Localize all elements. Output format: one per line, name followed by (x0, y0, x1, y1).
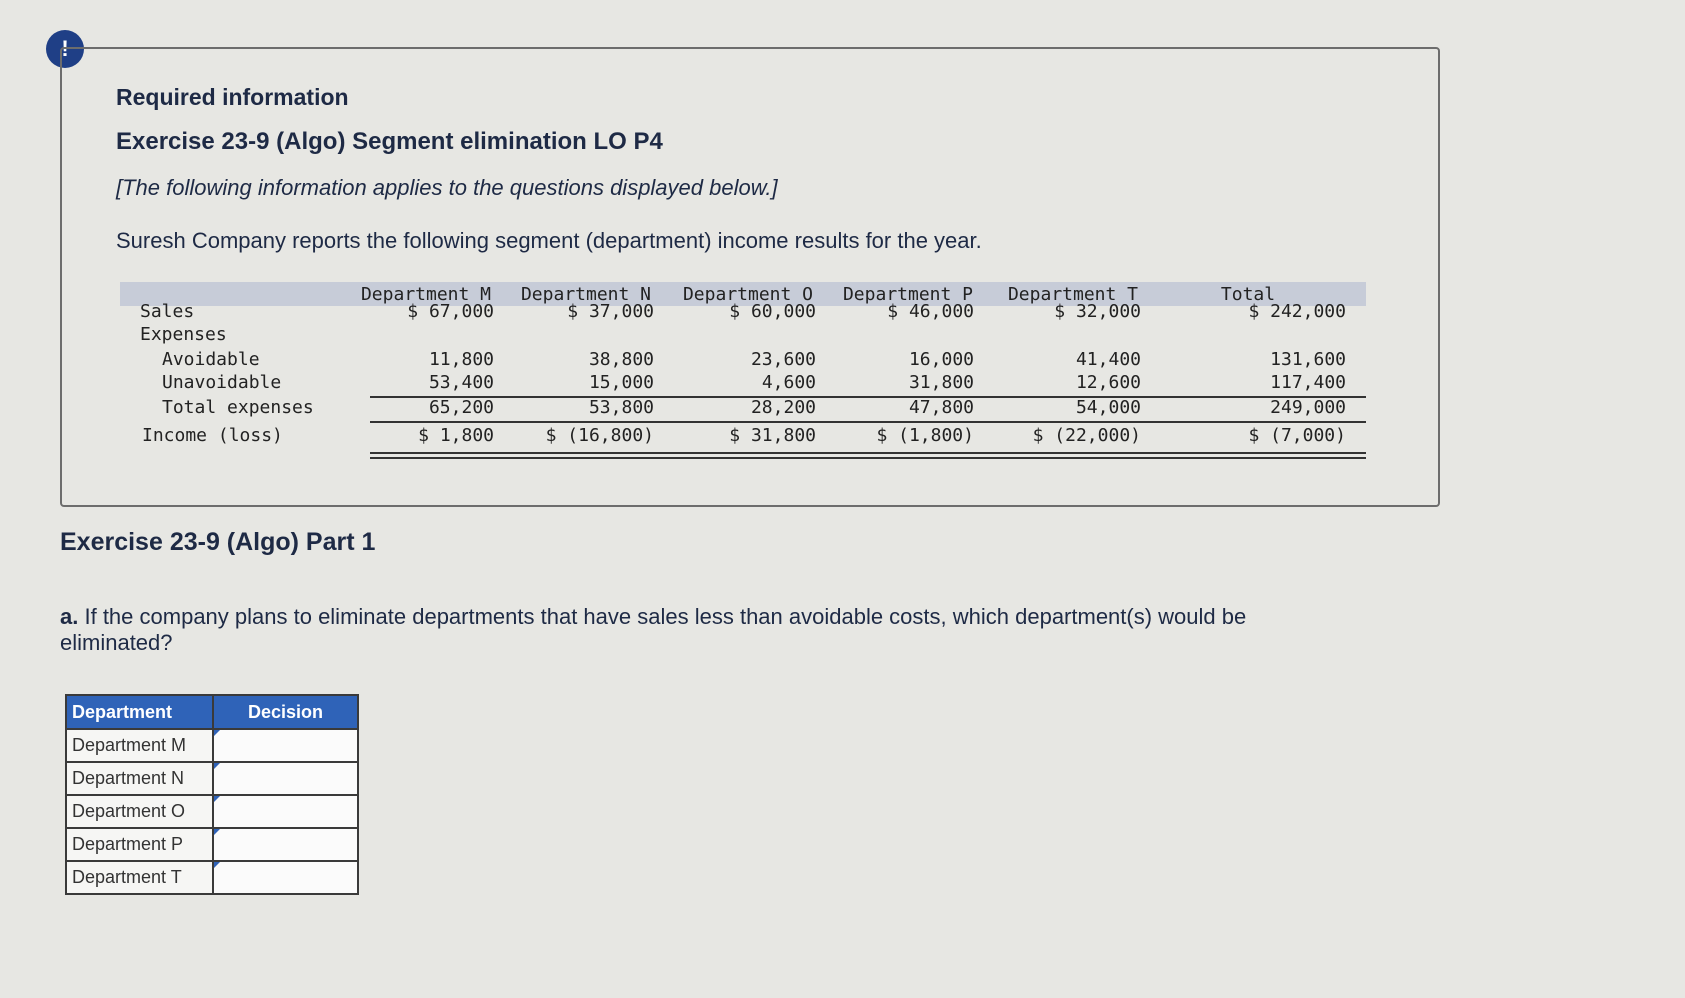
table-row (66, 828, 358, 861)
dropdown-marker-icon (214, 730, 220, 736)
cell: 47,800 (908, 397, 974, 418)
unavoidable-row (120, 371, 1366, 394)
decision-header: Decision (213, 695, 358, 729)
dropdown-marker-icon (214, 862, 220, 868)
department-cell: Department O (66, 795, 213, 828)
applies-note: [The following information applies to the questions displayed below.] (116, 175, 778, 200)
cell: 54,000 (1075, 397, 1141, 418)
answer-table-header (66, 695, 358, 729)
decision-dropdown[interactable] (213, 861, 358, 894)
avoidable-row (120, 348, 1366, 371)
income-row (120, 424, 1366, 447)
cell: 4,600 (761, 372, 816, 393)
dropdown-marker-icon (214, 796, 220, 802)
cell: $ 31,800 (729, 425, 816, 446)
department-cell: Department T (66, 861, 213, 894)
cell: 11,800 (428, 349, 494, 370)
table-row (66, 795, 358, 828)
dropdown-marker-icon (214, 763, 220, 769)
cell: 31,800 (908, 372, 974, 393)
cell: $ (16,800) (545, 425, 654, 446)
department-cell: Department N (66, 762, 213, 795)
row-label: Total expenses (162, 397, 314, 418)
cell: 23,600 (750, 349, 816, 370)
part-title: Exercise 23-9 (Algo) Part 1 (60, 528, 376, 556)
col-header: Total (1220, 284, 1276, 305)
cell: 12,600 (1075, 372, 1141, 393)
cell: 53,400 (428, 372, 494, 393)
row-label: Expenses (140, 324, 227, 345)
cell: $ 1,800 (418, 425, 494, 446)
cell: 15,000 (588, 372, 654, 393)
col-header: Department T (1007, 284, 1139, 305)
col-header: Department M (360, 284, 492, 305)
cell: $ (1,800) (876, 425, 974, 446)
exercise-title: Exercise 23-9 (Algo) Segment elimination LO P4 (116, 128, 663, 155)
decision-dropdown[interactable] (213, 828, 358, 861)
cell: 117,400 (1270, 372, 1346, 393)
table-row (66, 861, 358, 894)
cell: 38,800 (588, 349, 654, 370)
cell: $ 37,000 (567, 301, 654, 322)
required-information-label: Required information (116, 84, 349, 110)
question (60, 604, 1340, 656)
sales-row (120, 300, 1366, 323)
cell: $ 60,000 (729, 301, 816, 322)
cell: 41,400 (1075, 349, 1141, 370)
cell: 16,000 (908, 349, 974, 370)
table-row (66, 729, 358, 762)
total-rule (370, 421, 1366, 423)
cell: $ 242,000 (1248, 301, 1346, 322)
row-label: Avoidable (162, 349, 260, 370)
question-text: If the company plans to eliminate departments that have sales less than avoidable costs, which department(s) would be eliminated? (60, 604, 1247, 655)
dropdown-marker-icon (214, 829, 220, 835)
department-cell: Department P (66, 828, 213, 861)
department-header: Department (66, 695, 213, 729)
col-header: Department P (842, 284, 974, 305)
cell: $ 46,000 (887, 301, 974, 322)
intro-text: Suresh Company reports the following segment (department) income results for the year. (116, 228, 982, 253)
cell: 53,800 (588, 397, 654, 418)
cell: $ (7,000) (1248, 425, 1346, 446)
cell: 65,200 (428, 397, 494, 418)
col-header: Department O (682, 284, 814, 305)
cell: 131,600 (1270, 349, 1346, 370)
decision-dropdown[interactable] (213, 729, 358, 762)
cell: $ 67,000 (407, 301, 494, 322)
cell: $ 32,000 (1054, 301, 1141, 322)
row-label: Unavoidable (162, 372, 282, 393)
cell: $ (22,000) (1032, 425, 1141, 446)
answer-table (65, 694, 359, 895)
alert-icon: ! (46, 30, 84, 68)
row-label: Income (loss) (142, 425, 283, 446)
row-label: Sales (140, 301, 195, 322)
income-double-rule (370, 452, 1366, 459)
decision-dropdown[interactable] (213, 762, 358, 795)
table-row (66, 762, 358, 795)
department-cell: Department M (66, 729, 213, 762)
cell: 28,200 (750, 397, 816, 418)
col-header: Department N (520, 284, 652, 305)
expenses-row (120, 323, 1366, 346)
question-prefix: a. (60, 604, 79, 629)
total-expenses-row (120, 396, 1366, 419)
cell: 249,000 (1270, 397, 1346, 418)
decision-dropdown[interactable] (213, 795, 358, 828)
